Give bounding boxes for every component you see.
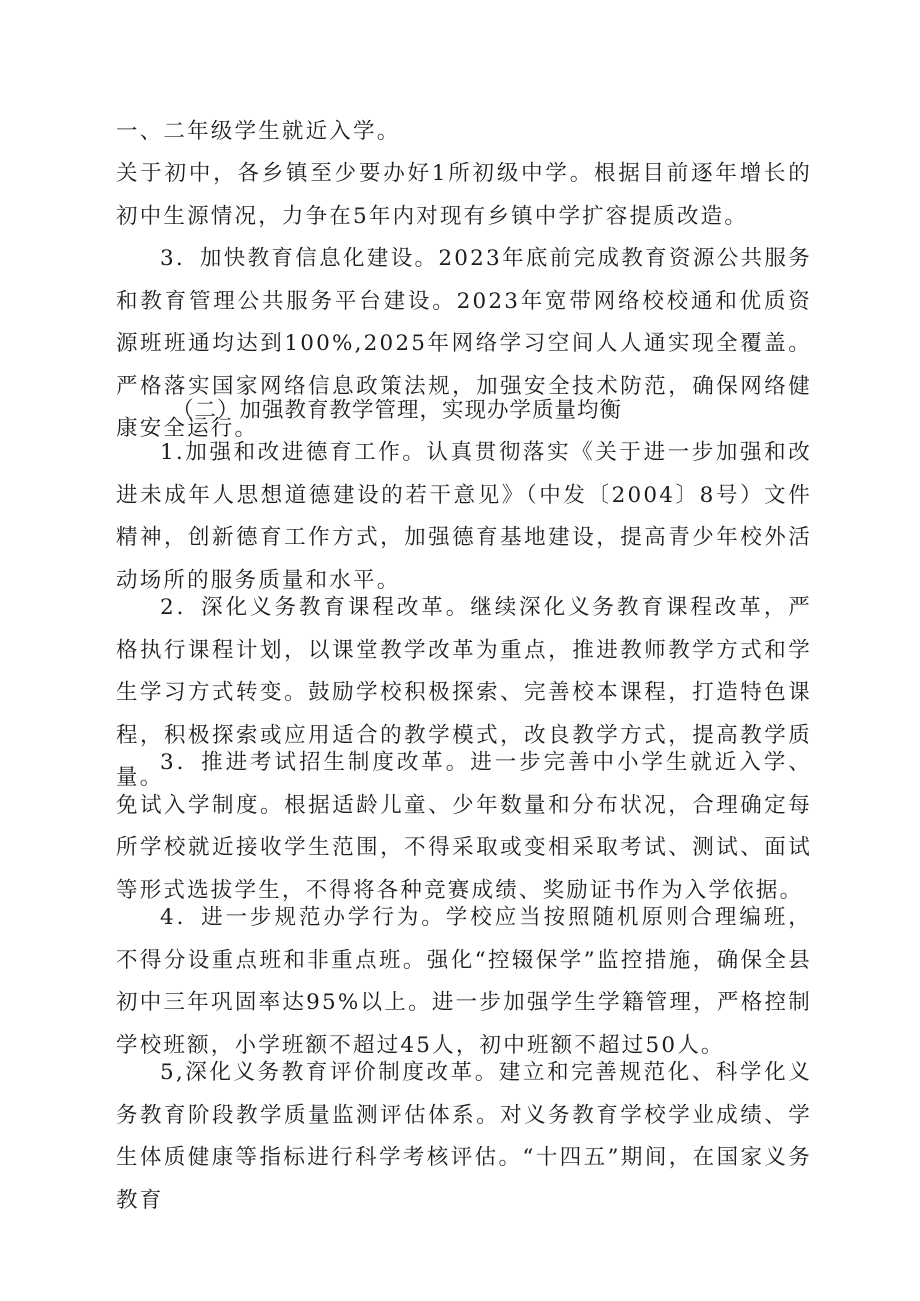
paragraph-curriculum-reform: 2．深化义务教育课程改革。继续深化义务教育课程改革，严格执行课程计划，以课堂教学改革为重点，推进教师教学方式和学生学习方式转变。鼓励学校积极探索、完善校本课程，打造特色课程，积极探索或应用适合的教学模式，改良教学方式，提高教学质量。 bbox=[116, 595, 812, 790]
paragraph-exam-enrollment-reform: 3．推进考试招生制度改革。进一步完善中小学生就近入学、免试入学制度。根据适龄儿童、少年数量和分布状况，合理确定每所学校就近接收学生范围，不得采取或变相采取考试、测试、面试等形式选拔学生，不得将各种竞赛成绩、奖励证书作为入学依据。 bbox=[116, 750, 812, 903]
paragraph-primary-enrollment: 一、二年级学生就近入学。 bbox=[116, 119, 401, 144]
paragraph-junior-middle-school: 关于初中，各乡镇至少要办好1所初级中学。根据目前逐年增长的初中生源情况，力争在5年内对现有乡镇中学扩容提质改造。 bbox=[116, 161, 812, 229]
section-heading-teaching-management: （二）加强教育教学管理，实现办学质量均衡 bbox=[172, 398, 623, 423]
paragraph-education-informatization: 3．加快教育信息化建设。2023年底前完成教育资源公共服务和教育管理公共服务平台建设。2023年宽带网络校校通和优质资源班班通均达到100%,2025年网络学习空间人人通实现全覆盖。严格落实国家网络信息政策法规，加强安全技术防范，确保网络健康安全运行。 bbox=[116, 246, 812, 441]
paragraph-school-conduct: 4．进一步规范办学行为。学校应当按照随机原则合理编班，不得分设重点班和非重点班。强化“控辍保学”监控措施，确保全县初中三年巩固率达95%以上。进一步加强学生学籍管理，严格控制学校班额，小学班额不超过45人，初中班额不超过50人。 bbox=[116, 905, 812, 1058]
paragraph-evaluation-reform: 5,深化义务教育评价制度改革。建立和完善规范化、科学化义务教育阶段教学质量监测评估体系。对义务教育学校学业成绩、学生体质健康等指标进行科学考核评估。“十四五”期间，在国家义务教育 bbox=[116, 1060, 812, 1213]
paragraph-moral-education: 1.加强和改进德育工作。认真贯彻落实《关于进一步加强和改进未成年人思想道德建设的若干意见》（中发〔2004〕8号）文件精神，创新德育工作方式，加强德育基地建设，提高青少年校外活动场所的服务质量和水平。 bbox=[116, 440, 812, 593]
